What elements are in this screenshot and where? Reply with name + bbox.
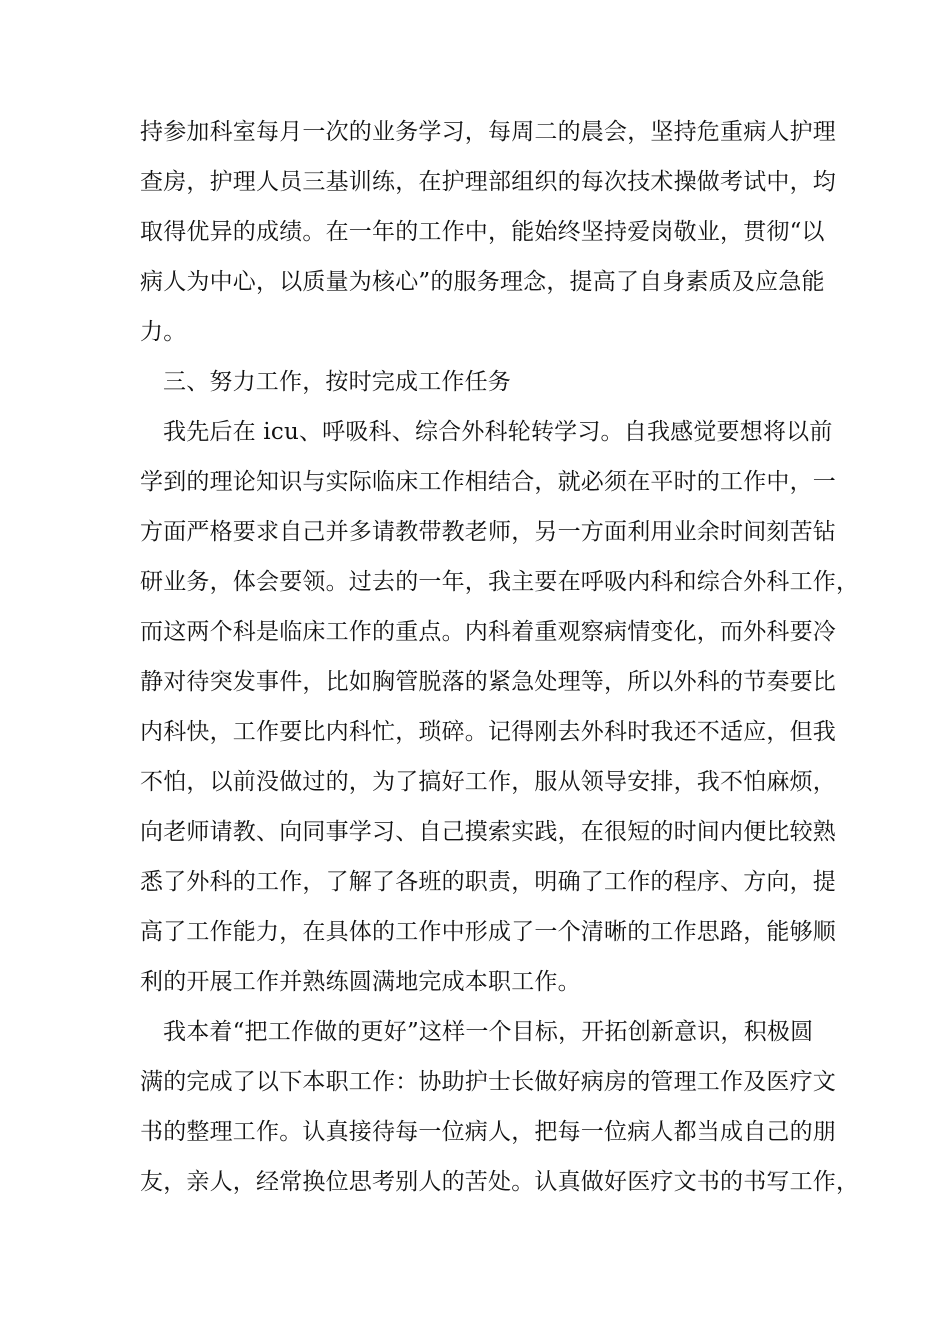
text-line: 方面严格要求自己并多请教带教老师，另一方面利用业余时间刻苦钻: [140, 519, 836, 545]
text-line: 取得优异的成绩。在一年的工作中，能始终坚持爱岗敬业，贯彻“以: [140, 219, 825, 245]
text-line: 而这两个科是临床工作的重点。内科着重观察病情变化，而外科要冷: [140, 619, 836, 645]
text-line: 友，亲人，经常换位思考别人的苦处。认真做好医疗文书的书写工作，: [140, 1169, 860, 1195]
text-line: 内科快，工作要比内科忙，琐碎。记得刚去外科时我还不适应，但我: [140, 719, 836, 745]
text-line: 向老师请教、向同事学习、自己摸索实践，在很短的时间内便比较熟: [140, 819, 836, 845]
text-line: 利的开展工作并熟练圆满地完成本职工作。: [140, 969, 581, 995]
text-line: 病人为中心，以质量为核心”的服务理念，提高了自身素质及应急能: [140, 269, 825, 295]
text-line: 不怕，以前没做过的，为了搞好工作，服从领导安排，我不怕麻烦，: [140, 769, 836, 795]
text-line: 学到的理论知识与实际临床工作相结合，就必须在平时的工作中，一: [140, 469, 836, 495]
text-line: 持参加科室每月一次的业务学习，每周二的晨会，坚持危重病人护理: [140, 119, 836, 145]
text-line: 悉了外科的工作，了解了各班的职责，明确了工作的程序、方向，提: [140, 869, 836, 895]
text-line: 满的完成了以下本职工作：协助护士长做好病房的管理工作及医疗文: [140, 1069, 836, 1095]
text-line: 书的整理工作。认真接待每一位病人，把每一位病人都当成自己的朋: [140, 1119, 836, 1145]
text-line: 查房，护理人员三基训练，在护理部组织的每次技术操做考试中，均: [140, 169, 836, 195]
text-line: 静对待突发事件，比如胸管脱落的紧急处理等，所以外科的节奏要比: [140, 669, 836, 695]
paragraph-start-line: 我本着“把工作做的更好”这样一个目标，开拓创新意识，积极圆: [163, 1019, 814, 1045]
text-line: 力。: [140, 319, 187, 345]
text-line: 高了工作能力，在具体的工作中形成了一个清晰的工作思路，能够顺: [140, 919, 836, 945]
section-heading: 三、努力工作，按时完成工作任务: [163, 369, 511, 395]
text-line: 研业务，体会要领。过去的一年，我主要在呼吸内科和综合外科工作，: [140, 569, 860, 595]
paragraph-start-line: 我先后在 icu、呼吸科、综合外科轮转学习。自我感觉要想将以前: [163, 419, 833, 445]
